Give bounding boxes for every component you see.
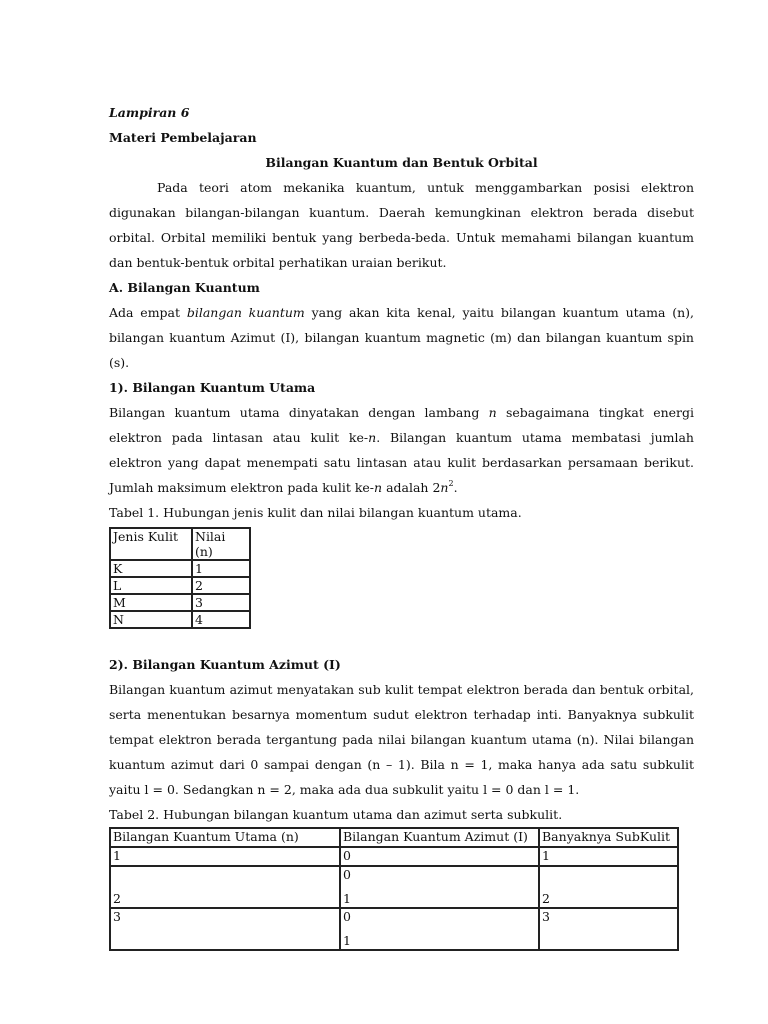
table-row	[110, 847, 678, 866]
table-header-cell: Jenis Kulit	[110, 528, 192, 560]
azimut-value: 1	[343, 891, 351, 906]
table-header-cell: Bilangan Kuantum Azimut (I)	[340, 828, 539, 847]
table-cell: 1	[192, 560, 250, 577]
table-cell: 3	[192, 594, 250, 611]
table-cell: 1	[110, 847, 340, 866]
table-cell: 3	[110, 908, 340, 950]
paragraph-line: (s).	[109, 355, 130, 370]
table-cell: 4	[192, 611, 250, 628]
table-cell	[340, 908, 539, 950]
paragraph-line: Bilangan kuantum utama dinyatakan dengan lambang n sebagaimana tingkat energi	[109, 405, 695, 420]
table-row	[110, 577, 250, 594]
table1-caption: Tabel 1. Hubungan jenis kulit dan nilai bilangan kuantum utama.	[109, 505, 522, 520]
heading-a: A. Bilangan Kuantum	[109, 280, 260, 295]
intro-line: dan bentuk-bentuk orbital perhatikan uraian berikut.	[109, 255, 447, 270]
table-header-cell: Banyaknya SubKulit	[539, 828, 678, 847]
paragraph-2	[109, 677, 694, 802]
paragraph-line: bilangan kuantum Azimut (I), bilangan kuantum magnetic (m) dan bilangan kuantum spin	[109, 330, 694, 345]
table-kulit	[109, 527, 251, 629]
azimut-value: 1	[343, 933, 351, 948]
paragraph-line: elektron yang dapat menempati satu lintasan atau kulit berdasarkan persamaan berikut.	[109, 455, 694, 470]
paragraph-line: tempat elektron berada tergantung pada nilai bilangan kuantum utama (n). Nilai bilangan	[109, 732, 694, 747]
table-cell: M	[110, 594, 192, 611]
paragraph-a	[109, 300, 694, 375]
paragraph-line: Bilangan kuantum azimut menyatakan sub kulit tempat elektron berada dan bentuk orbital,	[109, 682, 694, 697]
table-cell	[340, 866, 539, 908]
section-title: Materi Pembelajaran	[109, 130, 257, 145]
heading-2: 2). Bilangan Kuantum Azimut (I)	[109, 657, 341, 672]
paragraph-1	[109, 400, 694, 500]
paragraph-line: Jumlah maksimum elektron pada kulit ke-n adalah $2n^2$.	[109, 479, 458, 495]
paragraph-line: kuantum azimut dari 0 sampai dengan (n – 1). Bila n = 1, maka hanya ada satu subkulit	[109, 757, 694, 772]
table-cell: 2	[192, 577, 250, 594]
table-azimut	[109, 827, 679, 951]
table-header-row	[110, 828, 678, 847]
appendix-label: Lampiran 6	[109, 105, 190, 120]
paragraph-line: elektron pada lintasan atau kulit ke-n. Bilangan kuantum utama membatasi jumlah	[109, 430, 694, 445]
intro-paragraph	[109, 175, 694, 275]
intro-line: orbital. Orbital memiliki bentuk yang berbeda-beda. Untuk memahami bilangan kuantum	[109, 230, 694, 245]
document-page	[109, 100, 694, 951]
azimut-value: 0	[343, 867, 351, 882]
table-cell: 0	[340, 847, 539, 866]
table-cell: K	[110, 560, 192, 577]
table-cell: 2	[110, 866, 340, 908]
table-cell: L	[110, 577, 192, 594]
table-cell: 2	[539, 866, 678, 908]
paragraph-line: yaitu l = 0. Sedangkan n = 2, maka ada dua subkulit yaitu l = 0 dan l = 1.	[109, 782, 580, 797]
table-row	[110, 560, 250, 577]
table-cell: 1	[539, 847, 678, 866]
table-row	[110, 594, 250, 611]
table-cell: N	[110, 611, 192, 628]
table2-caption: Tabel 2. Hubungan bilangan kuantum utama dan azimut serta subkulit.	[109, 807, 563, 822]
table-row	[110, 611, 250, 628]
intro-line: Pada teori atom mekanika kuantum, untuk menggambarkan posisi elektron	[157, 180, 694, 195]
table-cell: 3	[539, 908, 678, 950]
table-row	[110, 866, 678, 908]
intro-line: digunakan bilangan-bilangan kuantum. Daerah kemungkinan elektron berada disebut	[109, 205, 694, 220]
table-header-row	[110, 528, 250, 560]
heading-1: 1). Bilangan Kuantum Utama	[109, 380, 316, 395]
paragraph-line: serta menentukan besarnya momentum sudut elektron terhadap inti. Banyaknya subkulit	[109, 707, 694, 722]
paragraph-line: Ada empat bilangan kuantum yang akan kita kenal, yaitu bilangan kuantum utama (n),	[109, 305, 694, 320]
table-header-cell: Nilai (n)	[192, 528, 250, 560]
table-header-cell: Bilangan Kuantum Utama (n)	[110, 828, 340, 847]
azimut-value: 0	[343, 909, 351, 924]
main-title: Bilangan Kuantum dan Bentuk Orbital	[265, 155, 538, 170]
table-row	[110, 908, 678, 950]
